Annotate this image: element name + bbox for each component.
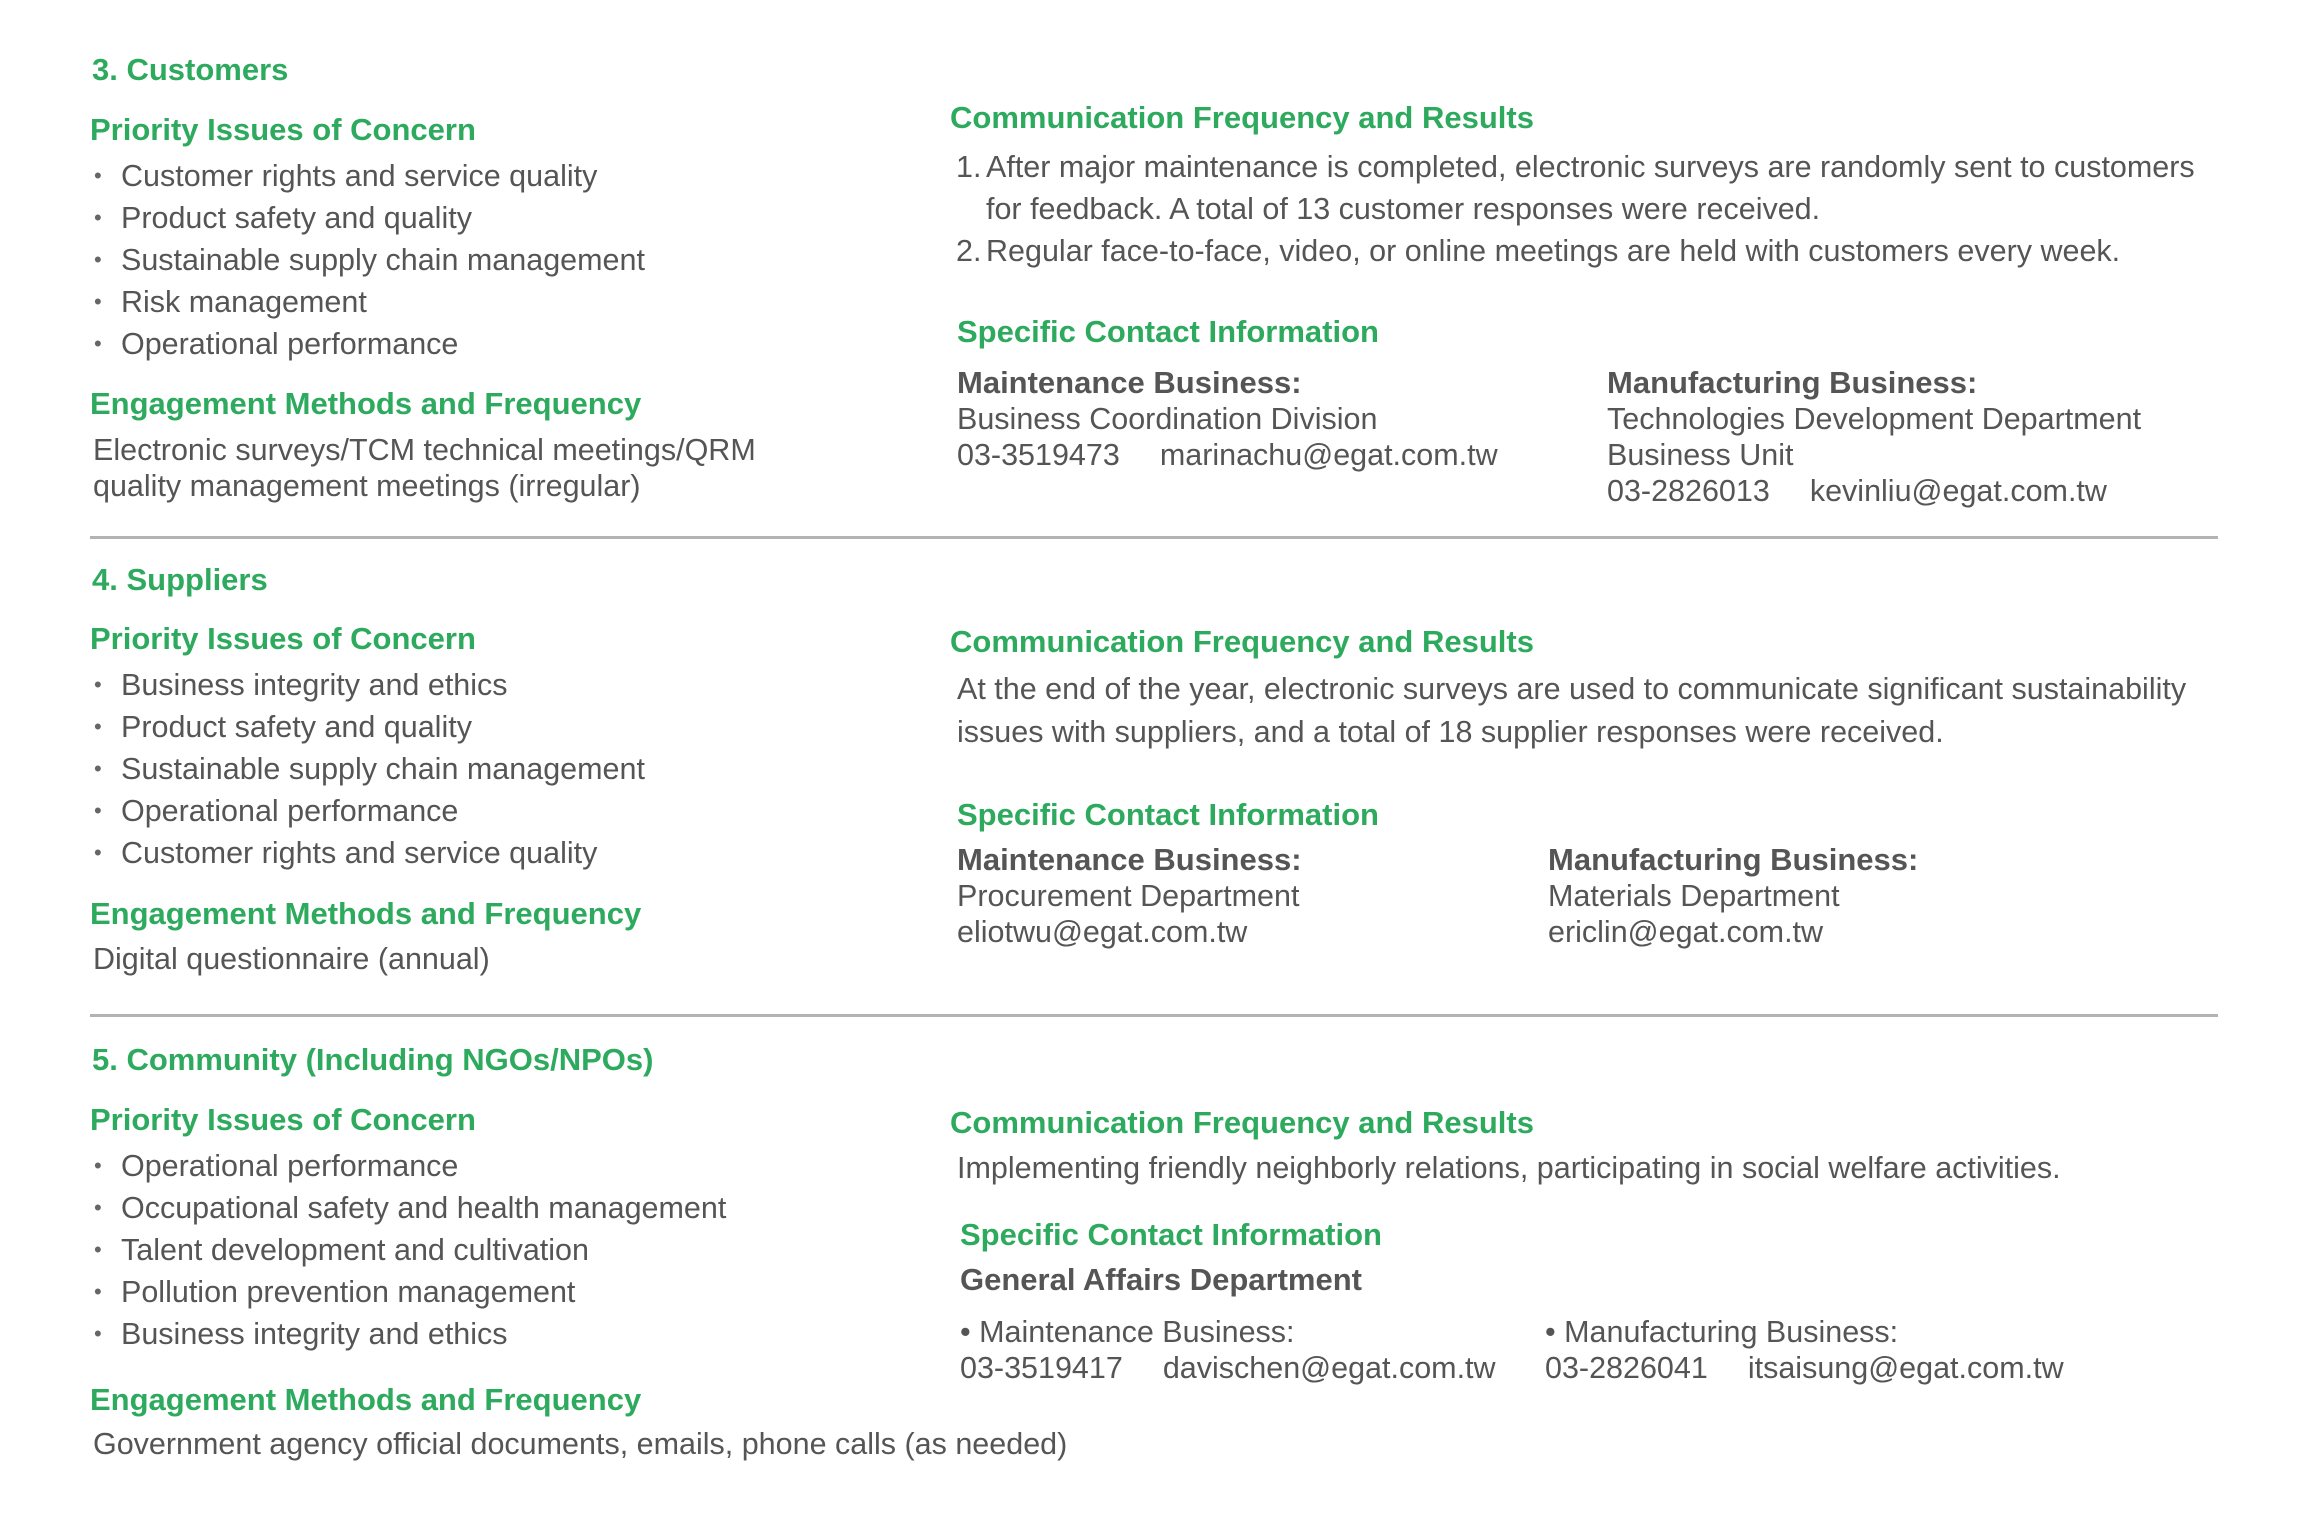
manufacturing-label: • Manufacturing Business: — [1545, 1315, 1899, 1349]
engagement-heading: Engagement Methods and Frequency — [90, 386, 642, 421]
comm-item: 1. After major maintenance is completed, electronic surveys are randomly sent to customers — [956, 150, 2195, 184]
contact-maintenance — [957, 842, 1302, 950]
contact-maintenance — [960, 1314, 1496, 1386]
priority-heading: Priority Issues of Concern — [90, 1102, 476, 1137]
list-item: • Talent development and cultivation — [90, 1229, 726, 1271]
list-item: • Risk management — [90, 281, 645, 323]
maintenance-dept: Business Coordination Division — [957, 402, 1378, 436]
list-item: • Sustainable supply chain management — [90, 748, 645, 790]
email-link[interactable]: itsaisung@egat.com.tw — [1747, 1351, 2064, 1385]
priority-list — [90, 1145, 726, 1355]
department-name: General Affairs Department — [960, 1262, 1362, 1297]
comm-line: Implementing friendly neighborly relations, participating in social welfare activities. — [957, 1151, 2061, 1185]
maintenance-label: • Maintenance Business: — [960, 1315, 1295, 1349]
priority-list — [90, 155, 645, 365]
manufacturing-dept: Business Unit — [1607, 438, 1794, 472]
contact-heading: Specific Contact Information — [957, 797, 1379, 832]
email-link[interactable]: davischen@egat.com.tw — [1162, 1351, 1496, 1385]
section-title-suppliers: 4. Suppliers — [92, 562, 268, 597]
comm-heading: Communication Frequency and Results — [950, 100, 1534, 135]
email-link[interactable]: eliotwu@egat.com.tw — [957, 915, 1248, 949]
phone: 03-3519417 — [960, 1351, 1123, 1385]
section-title-community: 5. Community (Including NGOs/NPOs) — [92, 1042, 654, 1077]
comm-item: 2. Regular face-to-face, video, or online meetings are held with customers every week. — [956, 234, 2121, 268]
priority-heading: Priority Issues of Concern — [90, 621, 476, 656]
maintenance-label: Maintenance Business: — [957, 365, 1302, 400]
maintenance-contact — [957, 437, 1498, 473]
engagement-text — [93, 432, 756, 504]
comm-line: issues with suppliers, and a total of 18 supplier responses were received. — [957, 715, 1944, 749]
list-item: • Product safety and quality — [90, 706, 645, 748]
comm-heading: Communication Frequency and Results — [950, 1105, 1534, 1140]
contact-manufacturing — [1548, 842, 1918, 950]
maintenance-dept: Procurement Department — [957, 879, 1300, 913]
email-link[interactable]: marinachu@egat.com.tw — [1159, 438, 1498, 472]
section-divider — [90, 536, 2218, 539]
list-item: • Sustainable supply chain management — [90, 239, 645, 281]
comm-list — [956, 146, 2195, 272]
comm-line: At the end of the year, electronic surveys are used to communicate significant sustainability — [957, 672, 2187, 706]
contact-manufacturing — [1545, 1314, 2064, 1386]
list-item: • Operational performance — [90, 323, 645, 365]
list-item: • Product safety and quality — [90, 197, 645, 239]
manufacturing-contact — [1607, 473, 2141, 509]
engagement-line: Electronic surveys/TCM technical meetings/QRM — [93, 433, 756, 467]
contact-heading: Specific Contact Information — [960, 1217, 1382, 1252]
engagement-text — [93, 1426, 1067, 1462]
list-item: • Pollution prevention management — [90, 1271, 726, 1313]
list-item: • Occupational safety and health management — [90, 1187, 726, 1229]
priority-heading: Priority Issues of Concern — [90, 112, 476, 147]
list-item: • Business integrity and ethics — [90, 1313, 726, 1355]
list-item: • Customer rights and service quality — [90, 832, 645, 874]
comm-heading: Communication Frequency and Results — [950, 624, 1534, 659]
priority-list — [90, 664, 645, 874]
maintenance-contact — [960, 1350, 1496, 1386]
list-item: • Business integrity and ethics — [90, 664, 645, 706]
phone: 03-2826013 — [1607, 474, 1770, 508]
manufacturing-label: Manufacturing Business: — [1548, 842, 1919, 877]
manufacturing-contact — [1545, 1350, 2064, 1386]
section-title-customers: 3. Customers — [92, 52, 289, 87]
engagement-heading: Engagement Methods and Frequency — [90, 1382, 642, 1417]
manufacturing-dept: Materials Department — [1548, 879, 1840, 913]
engagement-heading: Engagement Methods and Frequency — [90, 896, 642, 931]
engagement-text — [93, 941, 490, 977]
comm-text — [957, 1150, 2061, 1186]
section-divider — [90, 1014, 2218, 1017]
email-link[interactable]: ericlin@egat.com.tw — [1548, 915, 1824, 949]
manufacturing-label: Manufacturing Business: — [1607, 365, 1978, 400]
contact-heading: Specific Contact Information — [957, 314, 1379, 349]
list-item: • Operational performance — [90, 790, 645, 832]
list-item: • Customer rights and service quality — [90, 155, 645, 197]
engagement-line: quality management meetings (irregular) — [93, 469, 641, 503]
list-item: • Operational performance — [90, 1145, 726, 1187]
engagement-line: Digital questionnaire (annual) — [93, 942, 490, 976]
email-link[interactable]: kevinliu@egat.com.tw — [1809, 474, 2107, 508]
engagement-line: Government agency official documents, emails, phone calls (as needed) — [93, 1427, 1068, 1461]
comm-text — [957, 668, 2186, 754]
phone: 03-3519473 — [957, 438, 1120, 472]
contact-manufacturing — [1607, 365, 2141, 509]
comm-item-cont: for feedback. A total of 13 customer responses were received. — [986, 192, 1821, 226]
maintenance-label: Maintenance Business: — [957, 842, 1302, 877]
phone: 03-2826041 — [1545, 1351, 1708, 1385]
manufacturing-dept: Technologies Development Department — [1607, 402, 2142, 436]
contact-maintenance — [957, 365, 1498, 473]
